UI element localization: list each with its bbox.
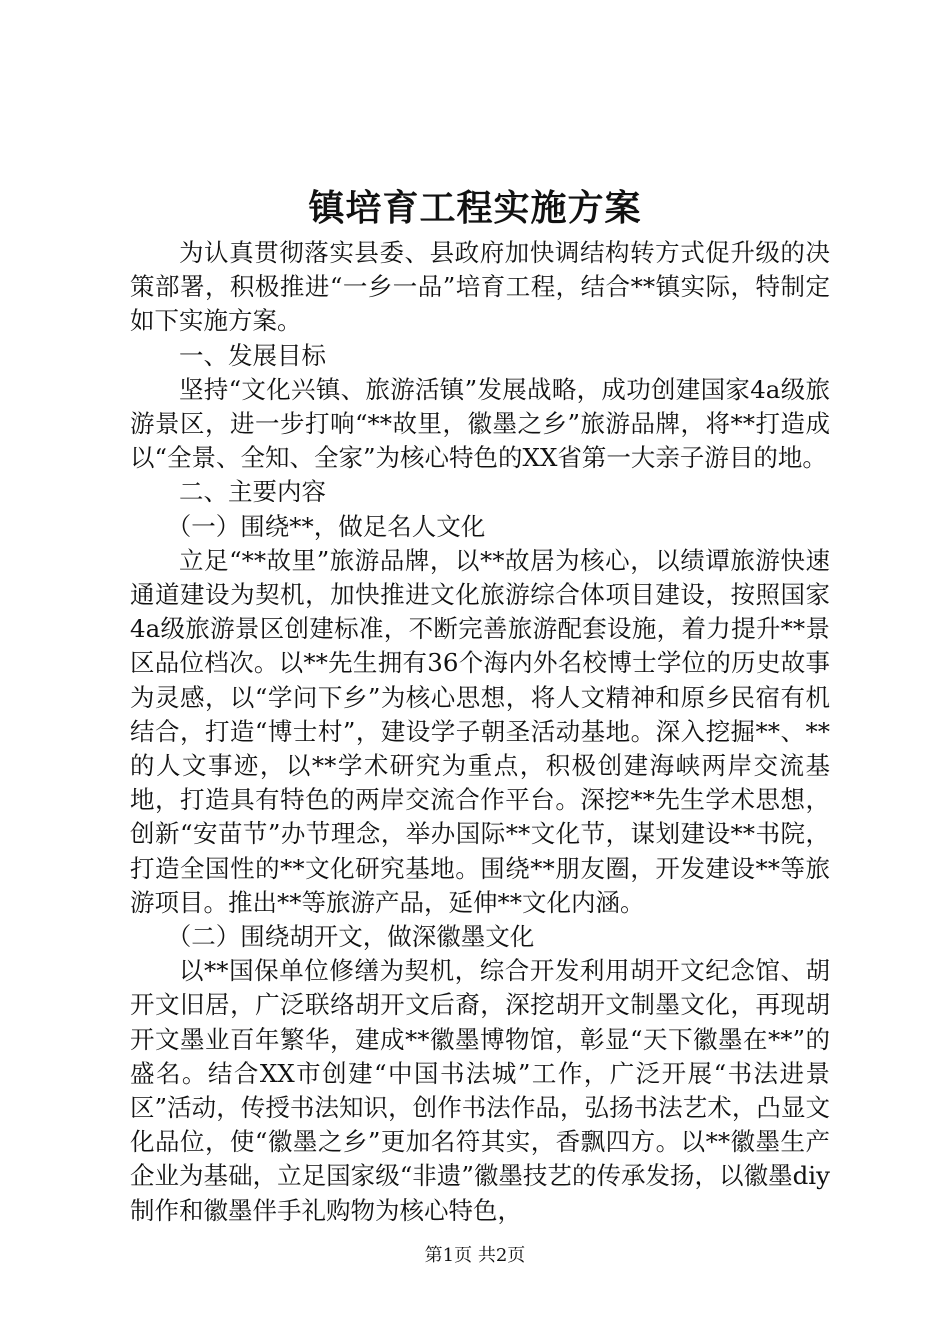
- page-footer: 第1页 共2页: [424, 1245, 526, 1266]
- document-body: [130, 236, 830, 1228]
- section-heading-goals: 一、发展目标: [179, 340, 326, 370]
- document-title: 镇培育工程实施方案: [308, 187, 642, 229]
- paragraph-intro: 为认真贯彻落实县委、县政府加快调结构转方式促升级的决策部署，积极推进“一乡一品”培育工程，结合**镇实际，特制定如下实施方案。: [130, 238, 830, 336]
- paragraph-goals: 坚持“文化兴镇、旅游活镇”发展战略，成功创建国家4a级旅游景区，进一步打响“**故里，徽墨之乡”旅游品牌，将**打造成以“全景、全知、全家”为核心特色的XX省第一大亲子游目的地。: [130, 374, 830, 473]
- subsection-heading-2: （二）围绕胡开文，做深徽墨文化: [166, 922, 535, 952]
- section-heading-content: 二、主要内容: [179, 477, 326, 507]
- paragraph-subsection-2: 以**国保单位修缮为契机，综合开发利用胡开文纪念馆、胡开文旧居，广泛联络胡开文后裔，深挖胡开文制墨文化，再现胡开文墨业百年繁华，建成**徽墨博物馆，彰显“天下徽墨在**”的盛名。结合XX市创建“中国书法城”工作，广泛开展“书法进景区”活动，传授书法知识，创作书法作品，弘扬书法艺术，凸显文化品位，使“徽墨之乡”更加名符其实，香飘四方。以**徽墨生产企业为基础，立足国家级“非遗”徽墨技艺的传承发扬，以徽墨diy制作和徽墨伴手礼购物为核心特色，: [130, 956, 830, 1225]
- paragraph-subsection-1: 立足“**故里”旅游品牌，以**故居为核心，以绩谭旅游快速通道建设为契机，加快推进文化旅游综合体项目建设，按照国家4a级旅游景区创建标准，不断完善旅游配套设施，着力提升**景区品位档次。以**先生拥有36个海内外名校博士学位的历史故事为灵感，以“学问下乡”为核心思想，将人文精神和原乡民宿有机结合，打造“博士村”，建设学子朝圣活动基地。深入挖掘**、**的人文事迹，以**学术研究为重点，积极创建海峡两岸交流基地，打造具有特色的两岸交流合作平台。深挖**先生学术思想，创新“安苗节”办节理念，举办国际**文化节，谋划建设**书院，打造全国性的**文化研究基地。围绕**朋友圈，开发建设**等旅游项目。推出**等旅游产品，延伸**文化内涵。: [130, 545, 830, 917]
- subsection-heading-1: （一）围绕**，做足名人文化: [166, 511, 486, 541]
